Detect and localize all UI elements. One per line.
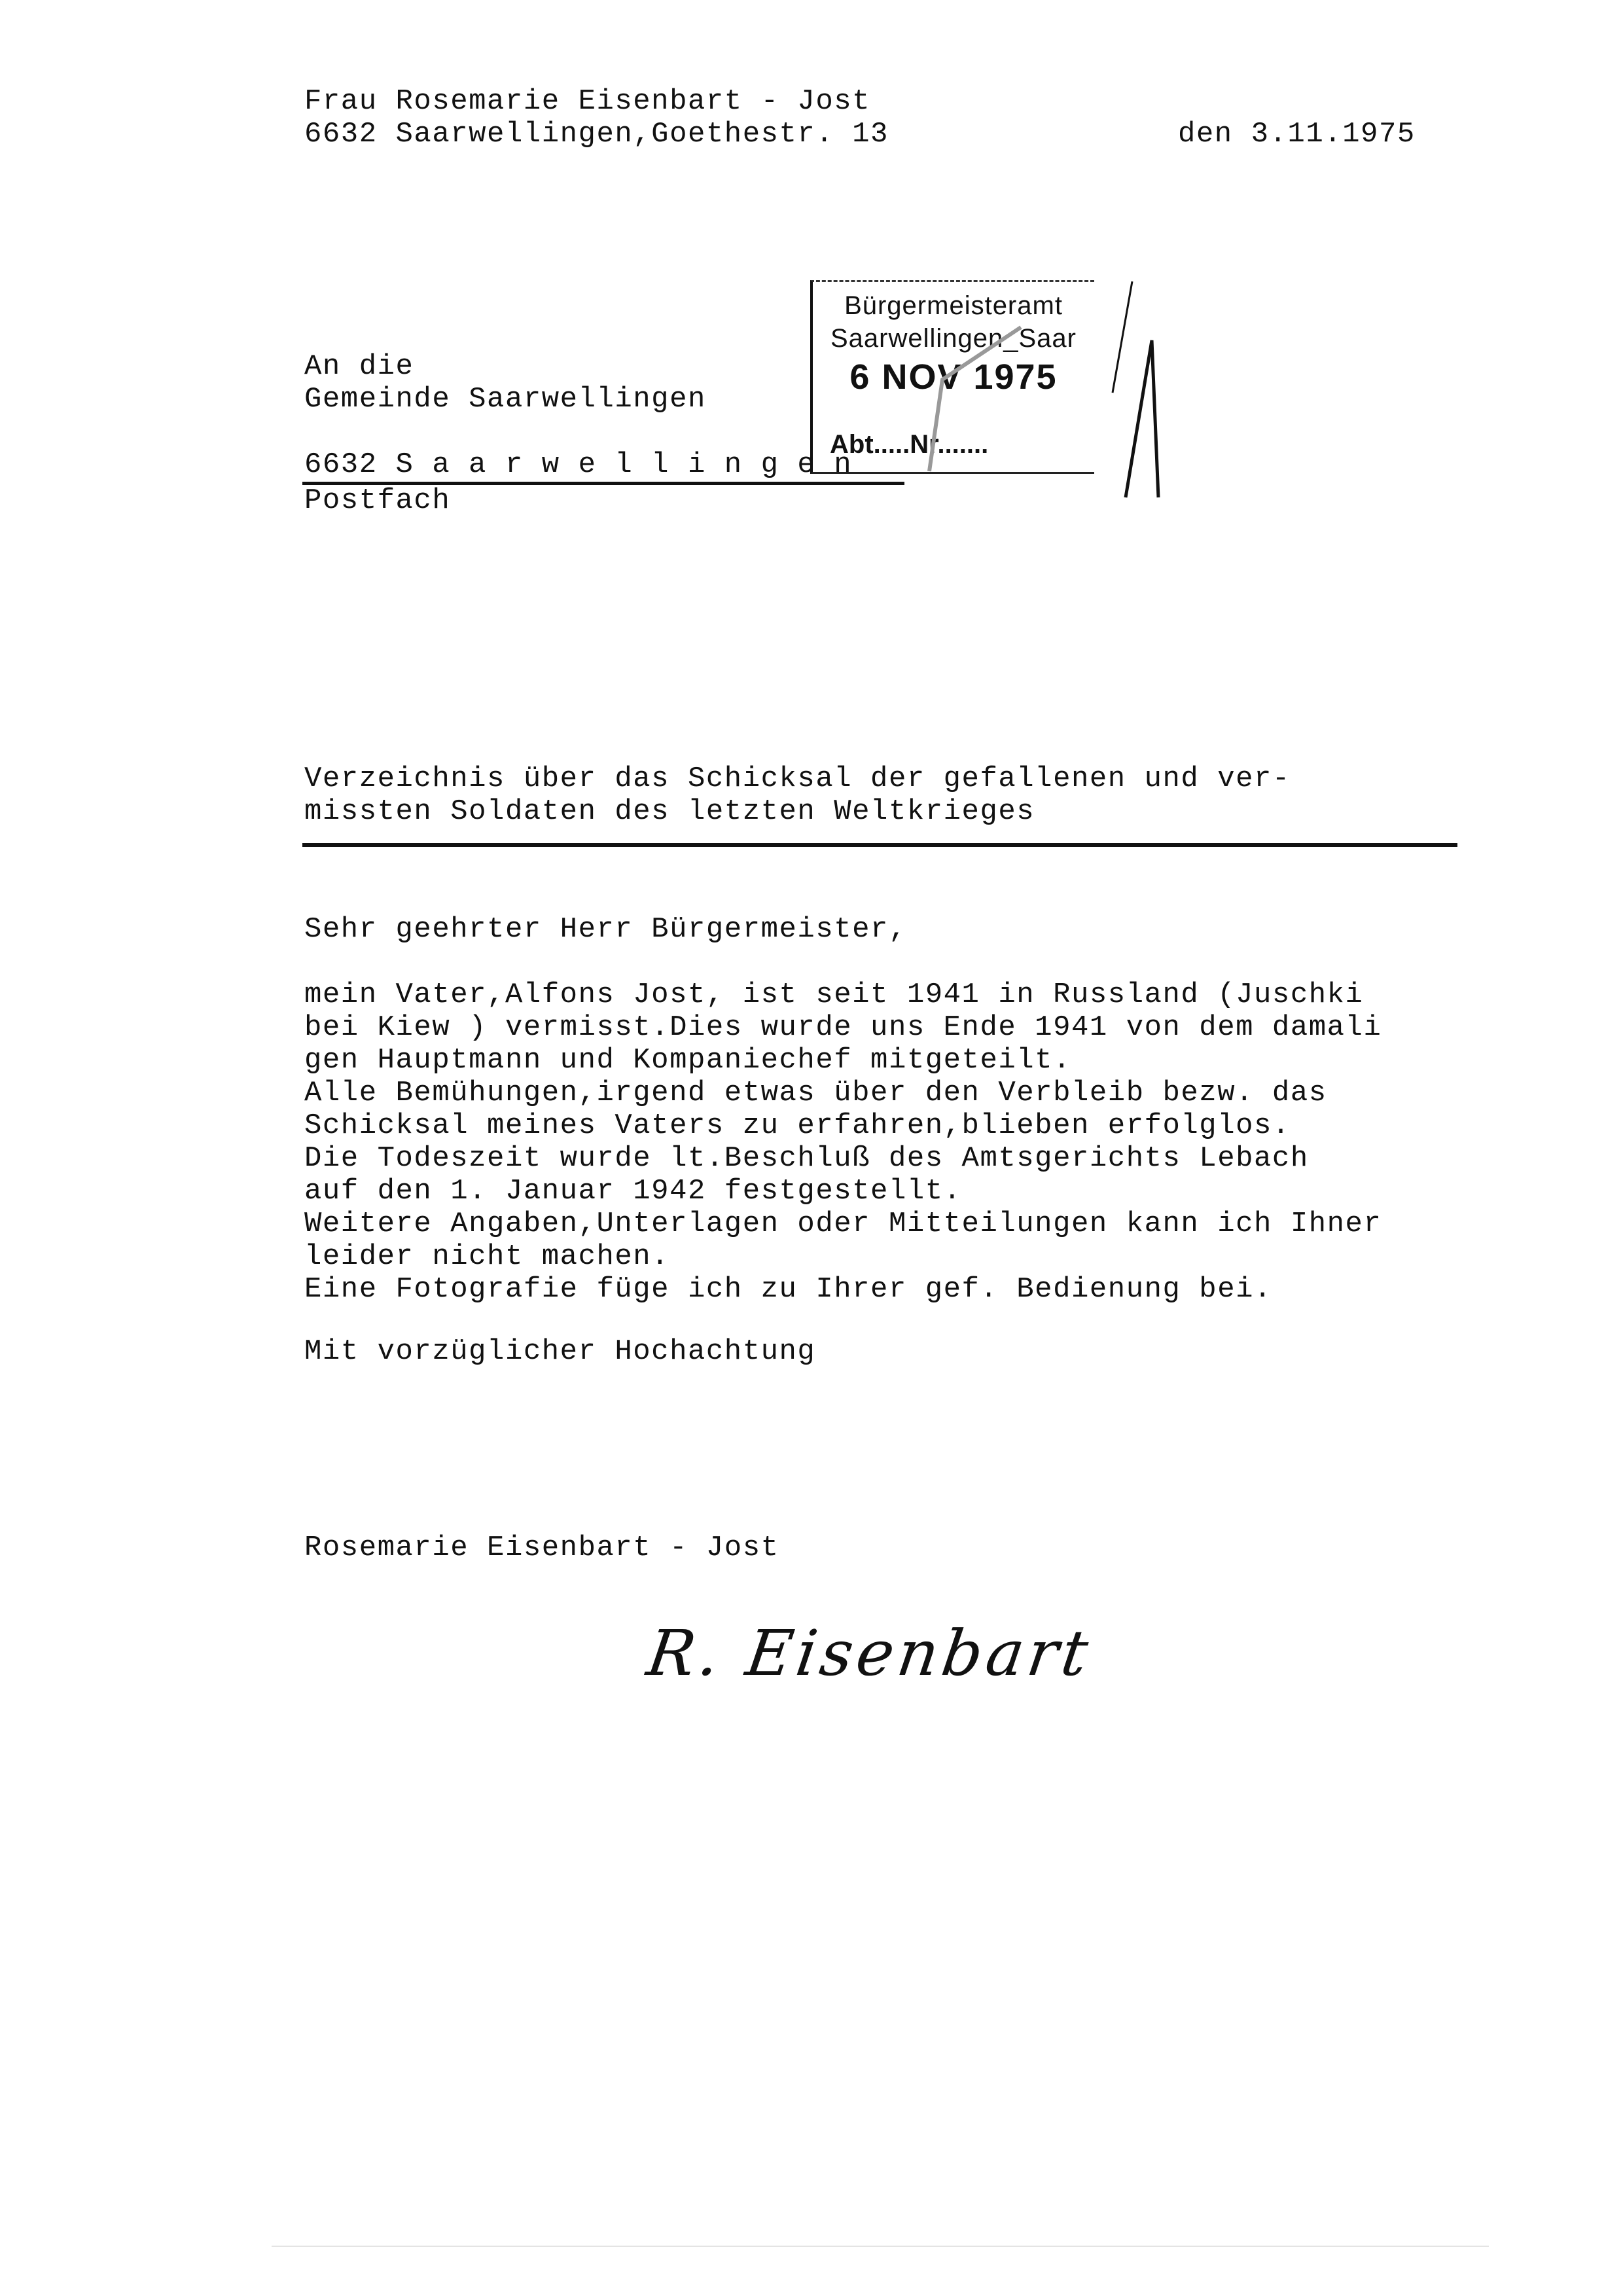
body-line: Weitere Angaben,Unterlagen oder Mitteilungen kann ich Ihner bbox=[304, 1208, 1382, 1240]
body-line: leider nicht machen. bbox=[304, 1240, 670, 1273]
recipient-city: 6632 S a a r w e l l i n g e n bbox=[304, 448, 853, 481]
body-line: auf den 1. Januar 1942 festgestellt. bbox=[304, 1175, 962, 1208]
body-line: Alle Bemühungen,irgend etwas über den Verbleib bezw. das bbox=[304, 1077, 1327, 1109]
body-line: mein Vater,Alfons Jost, ist seit 1941 in Russland (Juschki bbox=[304, 978, 1364, 1011]
salutation: Sehr geehrter Herr Bürgermeister, bbox=[304, 913, 907, 946]
typed-signature: Rosemarie Eisenbart - Jost bbox=[304, 1532, 779, 1564]
sender-address: 6632 Saarwellingen,Goethestr. 13 bbox=[304, 118, 889, 151]
stamp-dept: Abt.....Nr....... bbox=[830, 430, 989, 459]
handwritten-signature: R. Eisenbart bbox=[643, 1617, 1097, 1690]
recipient-line1: An die bbox=[304, 350, 414, 383]
stamp-date: 6 NOV 1975 bbox=[849, 357, 1058, 397]
body-line: Die Todeszeit wurde lt.Beschluß des Amtsgerichts Lebach bbox=[304, 1142, 1309, 1175]
sender-name: Frau Rosemarie Eisenbart - Jost bbox=[304, 85, 871, 118]
closing: Mit vorzüglicher Hochachtung bbox=[304, 1335, 816, 1368]
recipient-line2: Gemeinde Saarwellingen bbox=[304, 383, 706, 416]
subject-line2: missten Soldaten des letzten Weltkrieges bbox=[304, 795, 1035, 828]
handwritten-check-mark-icon bbox=[851, 262, 1178, 524]
scan-edge-line bbox=[272, 2246, 1489, 2247]
body-line: Eine Fotografie füge ich zu Ihrer gef. Bedienung bei. bbox=[304, 1273, 1272, 1306]
subject-line1: Verzeichnis über das Schicksal der gefallenen und ver- bbox=[304, 762, 1291, 795]
stamp-office: Bürgermeisteramt bbox=[844, 291, 1063, 320]
letter-date: den 3.11.1975 bbox=[1178, 118, 1416, 151]
body-line: Schicksal meines Vaters zu erfahren,blieben erfolglos. bbox=[304, 1109, 1291, 1142]
body-line: gen Hauptmann und Kompaniechef mitgeteilt. bbox=[304, 1044, 1071, 1077]
subject-underline bbox=[302, 843, 1457, 847]
recipient-postbox: Postfach bbox=[304, 484, 451, 517]
stamp-town: Saarwellingen_Saar bbox=[830, 324, 1077, 353]
body-line: bei Kiew ) vermisst.Dies wurde uns Ende 1941 von dem damali bbox=[304, 1011, 1382, 1044]
